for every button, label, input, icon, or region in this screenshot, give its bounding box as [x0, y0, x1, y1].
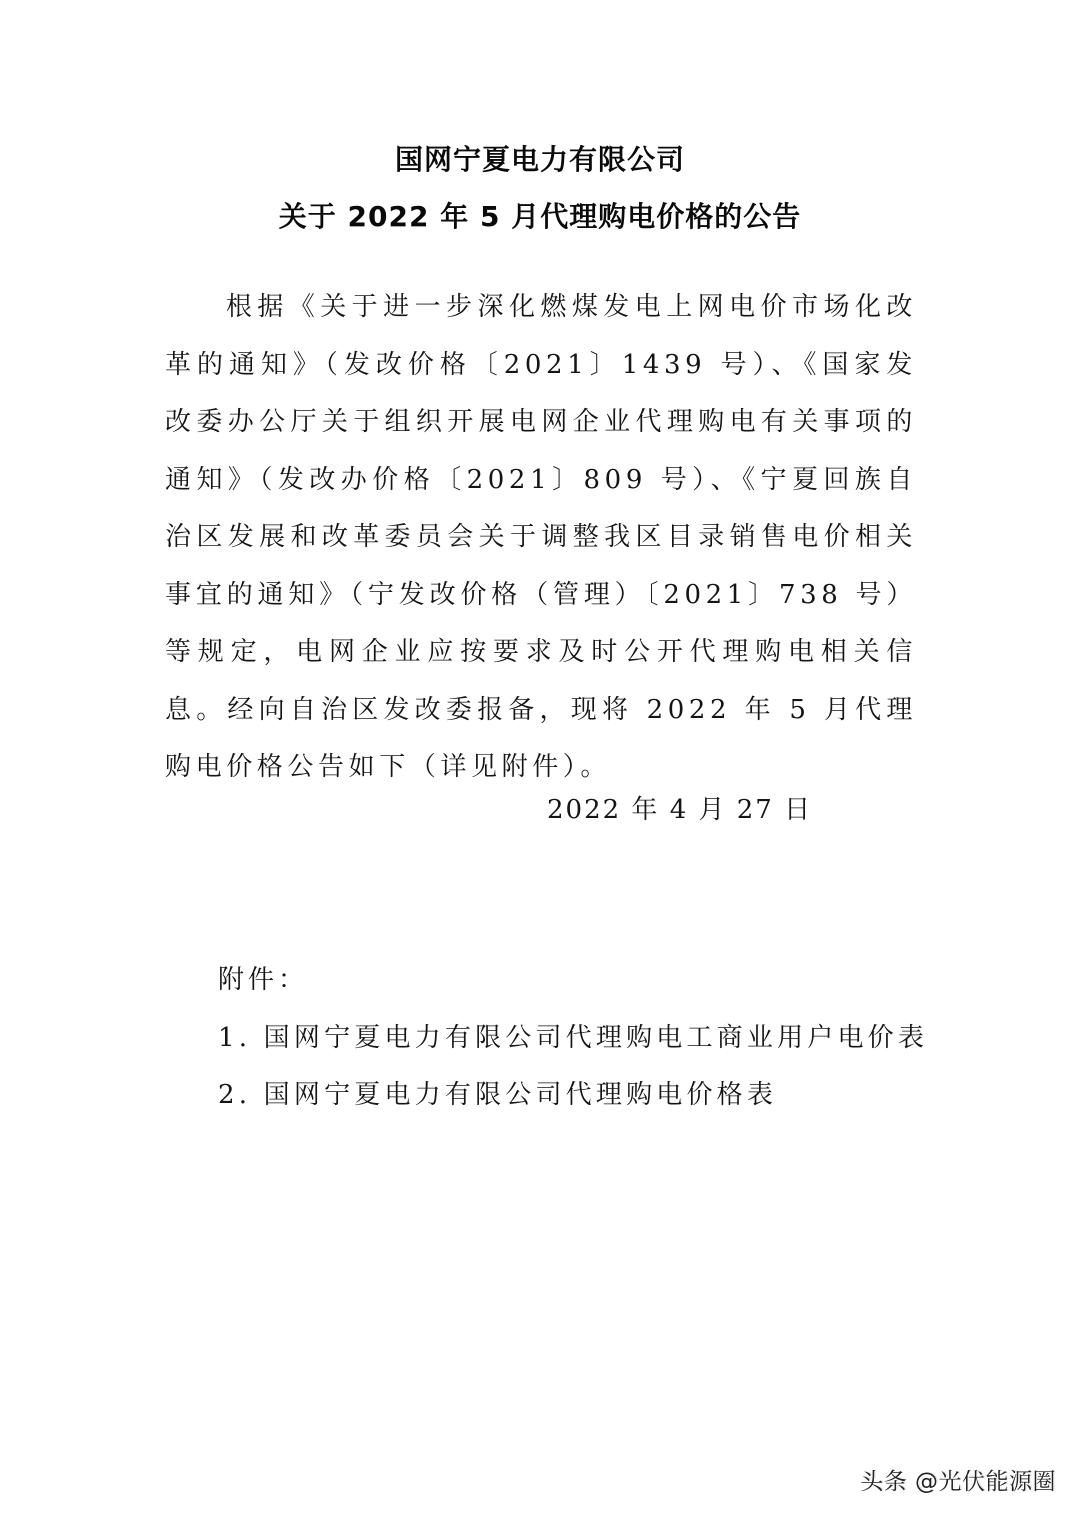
document-date: 2022 年 4 月 27 日 — [547, 795, 813, 825]
source-watermark: 头条 @光伏能源圈 — [860, 1469, 1056, 1495]
attachments-label: 附件： — [218, 965, 309, 995]
body-paragraph-container — [165, 279, 917, 797]
body-paragraph: 根据《关于进一步深化燃煤发电上网电价市场化改革的通知》（发改价格〔2021〕1439 号）、《国家发改委办公厅关于组织开展电网企业代理购电有关事项的通知》（发改办价格〔2021〕809 号）、《宁夏回族自治区发展和改革委员会关于调整我区目录销售电价相关事宜的通知》（宁发改价格（管理）〔2021〕738 号）等规定，电网企业应按要求及时公开代理购电相关信息。经向自治区发改委报备，现将 2022 年 5 月代理购电价格公告如下（详见附件）。 — [165, 292, 917, 782]
attachments-section — [218, 958, 928, 1130]
document-title-company: 国网宁夏电力有限公司 — [394, 143, 685, 176]
attachment-item: 1. 国网宁夏电力有限公司代理购电工商业用户电价表 — [218, 1023, 929, 1053]
document-title-subject: 关于 2022 年 5 月代理购电价格的公告 — [278, 200, 802, 233]
attachment-item: 2. 国网宁夏电力有限公司代理购电价格表 — [218, 1080, 778, 1110]
